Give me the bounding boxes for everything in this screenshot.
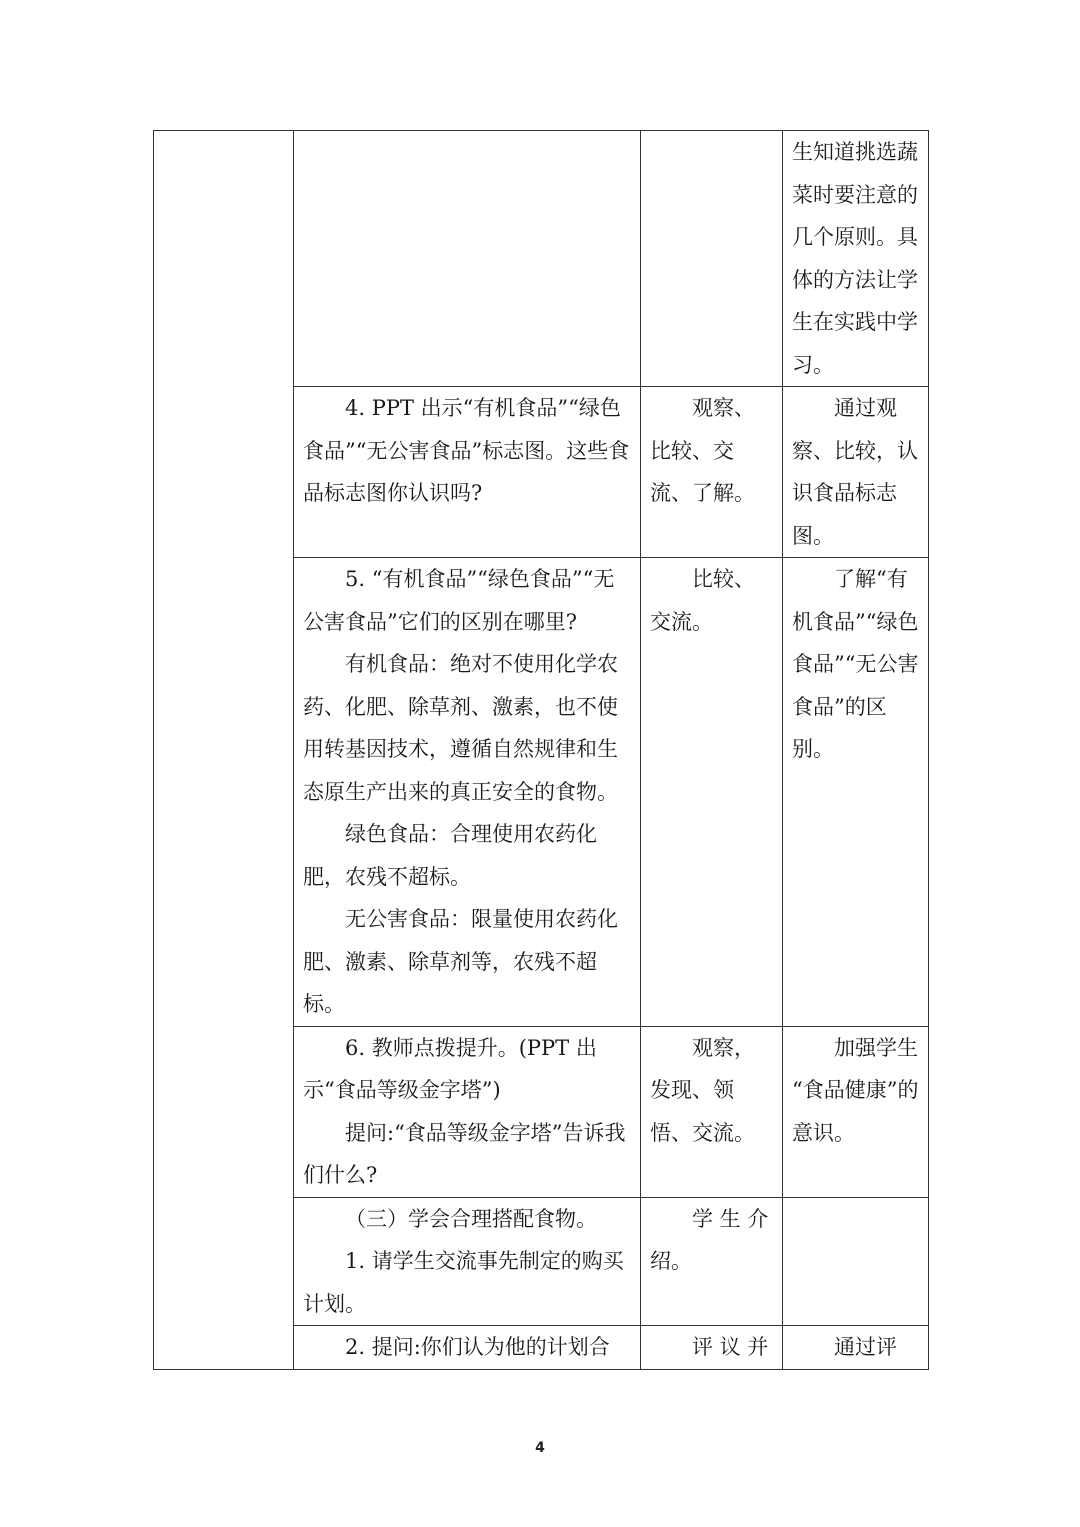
- student-cell: [641, 131, 783, 387]
- activity-cell: [294, 131, 641, 387]
- lesson-plan-table: [153, 130, 929, 1370]
- activity-text: 1. 请学生交流事先制定的购买计划。: [303, 1249, 624, 1316]
- activity-cell: [294, 387, 641, 558]
- activity-cell: [294, 1026, 641, 1197]
- intent-cell: [783, 558, 929, 1027]
- intent-cell: [783, 1197, 929, 1326]
- student-text: 观察、比较、交流、了解。: [650, 396, 755, 505]
- student-cell: [641, 558, 783, 1027]
- intent-cell: [783, 1326, 929, 1370]
- table-row: [154, 131, 929, 387]
- page-number: 4: [535, 1440, 545, 1456]
- activity-cell: [294, 1197, 641, 1326]
- activity-text: 4. PPT 出示“有机食品”“绿色食品”“无公害食品”标志图。这些食品标志图你认识吗?: [303, 396, 630, 505]
- activity-text: 提问:“食品等级金字塔”告诉我们什么?: [303, 1120, 626, 1187]
- student-cell: [641, 1326, 783, 1370]
- activity-cell: [294, 558, 641, 1027]
- student-cell: [641, 1197, 783, 1326]
- activity-text: （三）学会合理搭配食物。: [345, 1206, 597, 1231]
- activity-text: 有机食品：绝对不使用化学农药、化肥、除草剂、激素，也不使用转基因技术，遵循自然规律和生态原生产出来的真正安全的食物。: [303, 652, 618, 804]
- activity-text: 5. “有机食品”“绿色食品”“无公害食品”它们的区别在哪里?: [303, 567, 615, 634]
- activity-text: 绿色食品：合理使用农药化肥，农残不超标。: [303, 822, 597, 889]
- intent-cell: [783, 1026, 929, 1197]
- student-text: 学 生 介绍。: [650, 1206, 769, 1273]
- student-cell: [641, 387, 783, 558]
- intent-text: 了解“有机食品”“绿色食品”“无公害食品”的区别。: [792, 567, 919, 761]
- activity-text: 6. 教师点拨提升。(PPT 出示“食品等级金字塔”): [303, 1035, 597, 1102]
- activity-text: 2. 提问:你们认为他的计划合: [345, 1335, 610, 1359]
- intent-cell: [783, 387, 929, 558]
- intent-text: 通过观察、比较，认识食品标志图。: [792, 396, 918, 548]
- student-text: 比较、交流。: [650, 567, 755, 634]
- activity-text: 无公害食品：限量使用农药化肥、激素、除草剂等，农残不超标。: [303, 907, 618, 1016]
- student-cell: [641, 1026, 783, 1197]
- section-column-cell: [154, 131, 294, 1370]
- intent-text: 加强学生 “食品健康”的意识。: [792, 1035, 925, 1145]
- intent-text: 生知道挑选蔬菜时要注意的几个原则。具体的方法让学生在实践中学习。: [792, 140, 918, 377]
- student-text: 评 议 并: [692, 1335, 769, 1359]
- intent-text: 通过评: [834, 1335, 897, 1359]
- intent-cell: [783, 131, 929, 387]
- student-text: 观察，发现、领悟、交流。: [650, 1035, 755, 1145]
- activity-cell: [294, 1326, 641, 1370]
